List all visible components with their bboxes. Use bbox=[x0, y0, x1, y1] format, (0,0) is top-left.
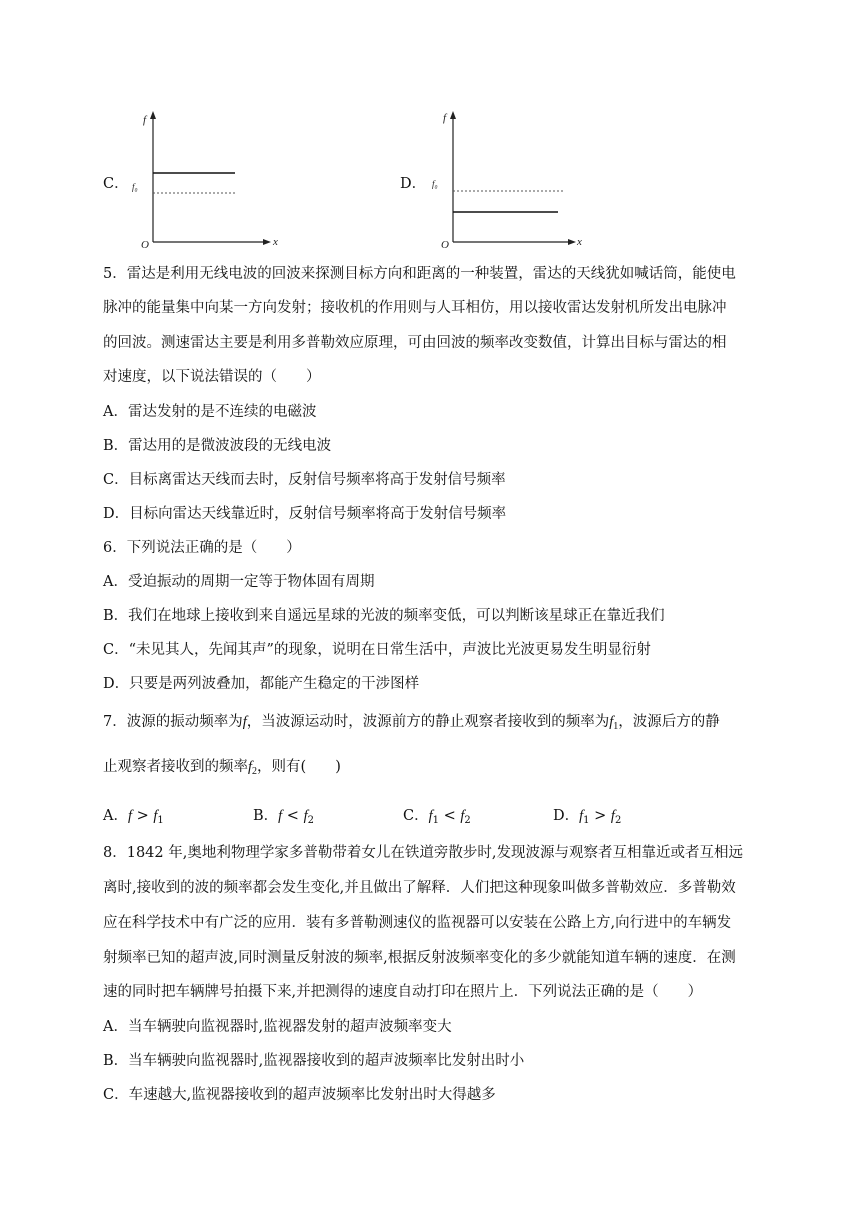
option-d-label: D． bbox=[400, 176, 427, 192]
q8-stem-line-3: 应在科学技术中有广泛的应用．装有多普勒测速仪的监视器可以安装在公路上方,向行进中的车辆发 bbox=[103, 915, 732, 931]
q8-option-a: A．当车辆驶向监视器时,监视器发射的超声波频率变大 bbox=[103, 1019, 452, 1035]
q6-option-d: D．只要是两列波叠加，都能产生稳定的干涉图样 bbox=[103, 676, 420, 692]
q5-option-d: D．目标向雷达天线靠近时，反射信号频率将高于发射信号频率 bbox=[103, 506, 507, 522]
q7-text-a: 7．波源的振动频率为 bbox=[103, 714, 243, 730]
q7-stem-line-2 bbox=[103, 757, 341, 782]
q5-stem-line-3: 的回波。测速雷达主要是利用多普勒效应原理，可由回波的频率改变数值，计算出目标与雷达的相 bbox=[103, 335, 727, 351]
q7-option-c: C．$f_1 < f_2$ bbox=[403, 808, 471, 826]
y-axis-arrow bbox=[150, 111, 156, 119]
q8-stem-line-5: 速的同时把车辆牌号拍摄下来,并把测得的速度自动打印在照片上．下列说法正确的是（ ） bbox=[103, 984, 703, 1000]
y-axis-label: f bbox=[143, 114, 147, 126]
q7-text-c: ，波源后方的静 bbox=[618, 714, 720, 730]
q7-f-symbol: f bbox=[242, 714, 247, 730]
q8-option-b: B．当车辆驶向监视器时,监视器接收到的超声波频率比发射出时小 bbox=[103, 1053, 525, 1069]
y-axis-arrow bbox=[450, 111, 456, 119]
q5-option-b: B．雷达用的是微波波段的无线电波 bbox=[103, 438, 332, 454]
q8-stem-line-2: 离时,接收到的波的频率都会发生变化,并且做出了解释．人们把这种现象叫做多普勒效应．多普勒效 bbox=[103, 880, 736, 896]
q5-stem-line-4: 对速度，以下说法错误的（ ） bbox=[103, 369, 321, 385]
q7-text-b: ，当波源运动时，波源前方的静止观察者接收到的频率为 bbox=[246, 714, 610, 730]
q5-option-a: A．雷达发射的是不连续的电磁波 bbox=[103, 404, 317, 420]
q7-f1-symbol: $f_1$ bbox=[609, 714, 619, 732]
q7-option-b: B．$f < f_2$ bbox=[253, 808, 314, 826]
q8-stem-line-4: 射频率已知的超声波,同时测量反射波的频率,根据反射波频率变化的多少就能知道车辆的速度．在测 bbox=[103, 950, 736, 966]
graph-option-d bbox=[425, 105, 595, 255]
q8-stem-line-1: 8．1842 年,奥地利物理学家多普勒带着女儿在铁道旁散步时,发现波源与观察者互相靠近或者互相远 bbox=[103, 845, 743, 861]
q5-option-c: C．目标离雷达天线而去时，反射信号频率将高于发射信号频率 bbox=[103, 472, 506, 488]
x-axis-label: x bbox=[577, 236, 582, 248]
q7-text-e: ，则有( ) bbox=[257, 759, 341, 775]
q6-stem: 6．下列说法正确的是（ ） bbox=[103, 540, 301, 556]
origin-label: O bbox=[441, 239, 449, 251]
x-axis-label: x bbox=[273, 236, 278, 248]
q5-stem-line-1: 5．雷达是利用无线电波的回波来探测目标方向和距离的一种装置，雷达的天线犹如喊话筒，能使电 bbox=[103, 266, 736, 282]
y-axis-label: f bbox=[443, 112, 447, 124]
f0-label: f₀ bbox=[432, 179, 438, 189]
x-axis-arrow bbox=[568, 239, 576, 245]
q5-stem-line-2: 脉冲的能量集中向某一方向发射；接收机的作用则与人耳相仿，用以接收雷达发射机所发出电脉冲 bbox=[103, 300, 727, 316]
x-axis-arrow bbox=[263, 239, 271, 245]
q7-options bbox=[0, 804, 860, 826]
q7-stem-line-1 bbox=[103, 712, 720, 737]
q7-option-a: A．$f > f_1$ bbox=[103, 808, 164, 826]
q7-text-d: 止观察者接收到的频率 bbox=[103, 759, 248, 775]
q7-option-d: D．$f_1 > f_2$ bbox=[553, 808, 622, 826]
q6-option-b: B．我们在地球上接收到来自遥远星球的光波的频率变低，可以判断该星球正在靠近我们 bbox=[103, 608, 665, 624]
q8-option-c: C．车速越大,监视器接收到的超声波频率比发射出时大得越多 bbox=[103, 1087, 496, 1103]
q6-option-a: A．受迫振动的周期一定等于物体固有周期 bbox=[103, 574, 375, 590]
q6-option-c: C．“未见其人，先闻其声”的现象，说明在日常生活中，声波比光波更易发生明显衍射 bbox=[103, 642, 651, 658]
f0-label: f₀ bbox=[132, 182, 138, 192]
q7-f2-symbol: $f_2$ bbox=[248, 759, 258, 777]
graph-option-c bbox=[125, 105, 285, 255]
option-c-label: C． bbox=[103, 176, 129, 192]
origin-label: O bbox=[141, 239, 149, 251]
